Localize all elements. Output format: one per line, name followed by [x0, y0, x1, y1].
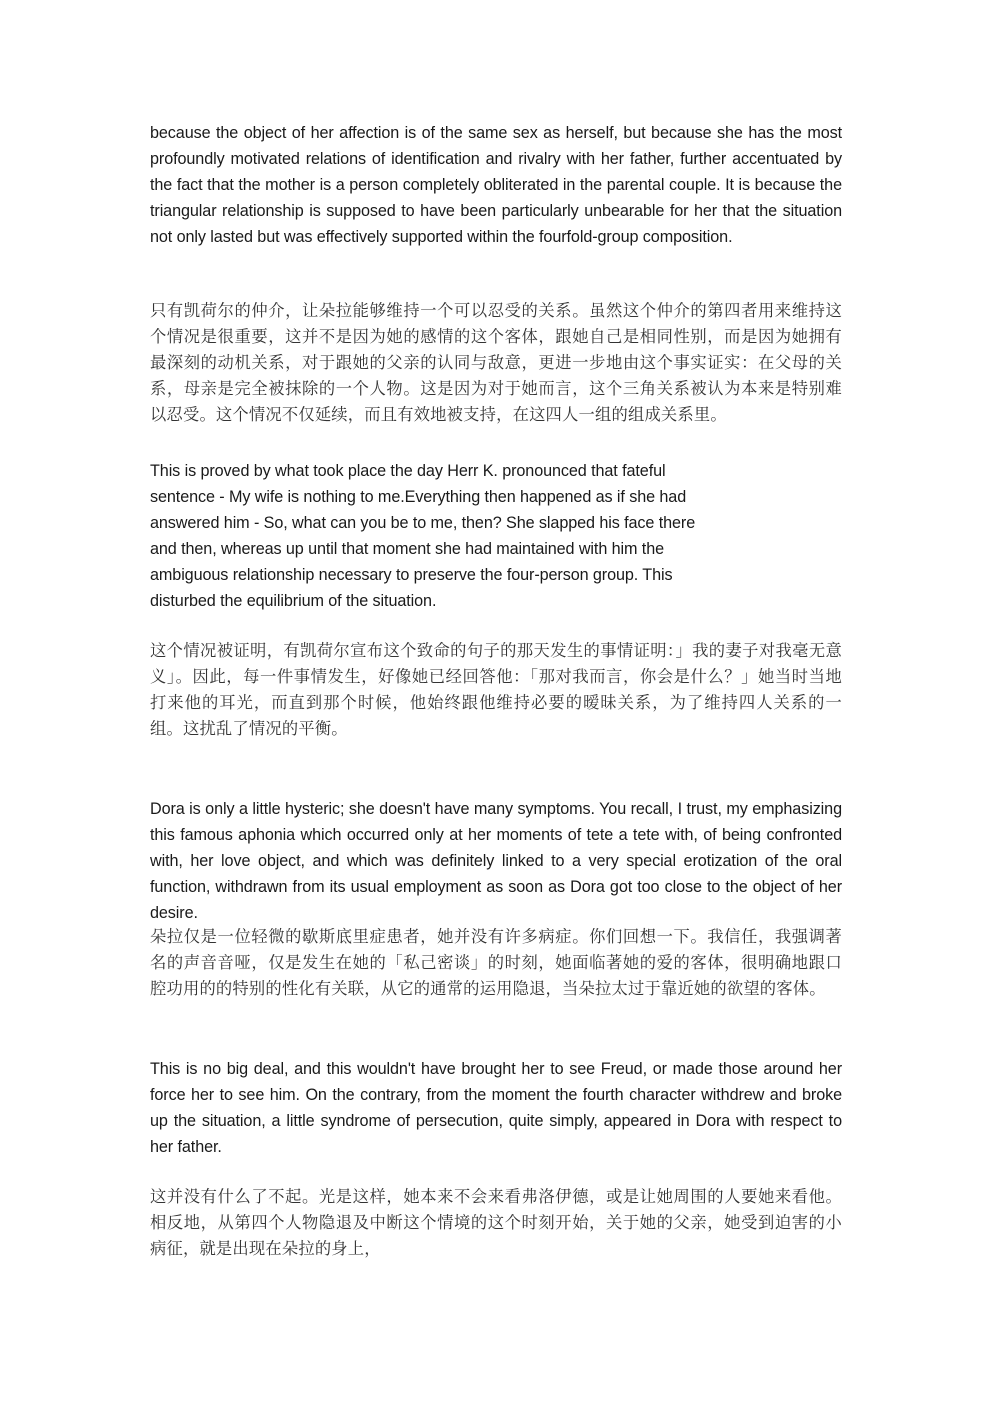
- paragraph-chinese-2: 这个情况被证明，有凯荷尔宣布这个致命的句子的那天发生的事情证明：」我的妻子对我毫无意义」。因此，每一件事情发生，好像她已经回答他：「那对我而言，你会是什么？」她当时当地打来他的耳光，而直到那个时候，他始终跟他维持必要的暧昧关系，为了维持四人关系的一组。这扰乱了情况的平衡。: [150, 641, 842, 738]
- text-line: This is proved by what took place the day Herr K. pronounced that fateful: [150, 462, 666, 480]
- text-line: answered him - So, what can you be to me, then? She slapped his face there: [150, 514, 696, 532]
- paragraph-chinese-3: 朵拉仅是一位轻微的歇斯底里症患者，她并没有许多病症。你们回想一下。我信任，我强调著名的声音音哑，仅是发生在她的「私己密谈」的时刻，她面临著她的爱的客体，很明确地跟口腔功用的的特别的性化有关联，从它的通常的运用隐退，当朵拉太过于靠近她的欲望的客体。: [150, 927, 842, 998]
- text-line: sentence - My wife is nothing to me.Everything then happened as if she had: [150, 488, 687, 506]
- text-line: ambiguous relationship necessary to preserve the four-person group. This: [150, 566, 673, 584]
- paragraph-english-3: Dora is only a little hysteric; she doesn't have many symptoms. You recall, I trust, my emphasizing this famous aphonia which occurred only at her moments of tete a tete with, of being confronted with, her love object, and which was definitely linked to a very special erotization of the oral function, withdrawn from its usual employment as soon as Dora got too close to the object of her desire.: [150, 800, 842, 922]
- text-line: disturbed the equilibrium of the situation.: [150, 592, 437, 610]
- paragraph-chinese-1: 只有凯荷尔的仲介，让朵拉能够维持一个可以忍受的关系。虽然这个仲介的第四者用来维持这个情况是很重要，这并不是因为她的感情的这个客体，跟她自己是相同性别，而是因为她拥有最深刻的动机关系，对于跟她的父亲的认同与敌意，更进一步地由这个事实证实：在父母的关系，母亲是完全被抹除的一个人物。这是因为对于她而言，这个三角关系被认为本来是特别难以忍受。这个情况不仅延续，而且有效地被支持，在这四人一组的组成关系里。: [150, 301, 842, 424]
- text-line: and then, whereas up until that moment she had maintained with him the: [150, 540, 665, 558]
- paragraph-chinese-4: 这并没有什么了不起。光是这样，她本来不会来看弗洛伊德，或是让她周围的人要她来看他。相反地，从第四个人物隐退及中断这个情境的这个时刻开始，关于她的父亲，她受到迫害的小病征，就是出现在朵拉的身上，: [150, 1187, 842, 1258]
- paragraph-english-1: because the object of her affection is of the same sex as herself, but because she has the most profoundly motivated relations of identification and rivalry with her father, further accentuated by the fact that the mother is a person completely obliterated in the parental couple. It is because the triangular relationship is supposed to have been particularly unbearable for her that the situation not only lasted but was effectively supported within the fourfold-group composition.: [150, 124, 842, 246]
- paragraph-english-4: This is no big deal, and this wouldn't have brought her to see Freud, or made those around her force her to see him. On the contrary, from the moment the fourth character withdrew and broke up the situation, a little syndrome of persecution, quite simply, appeared in Dora with respect to her father.: [150, 1060, 842, 1156]
- paragraph-english-2: [150, 458, 750, 614]
